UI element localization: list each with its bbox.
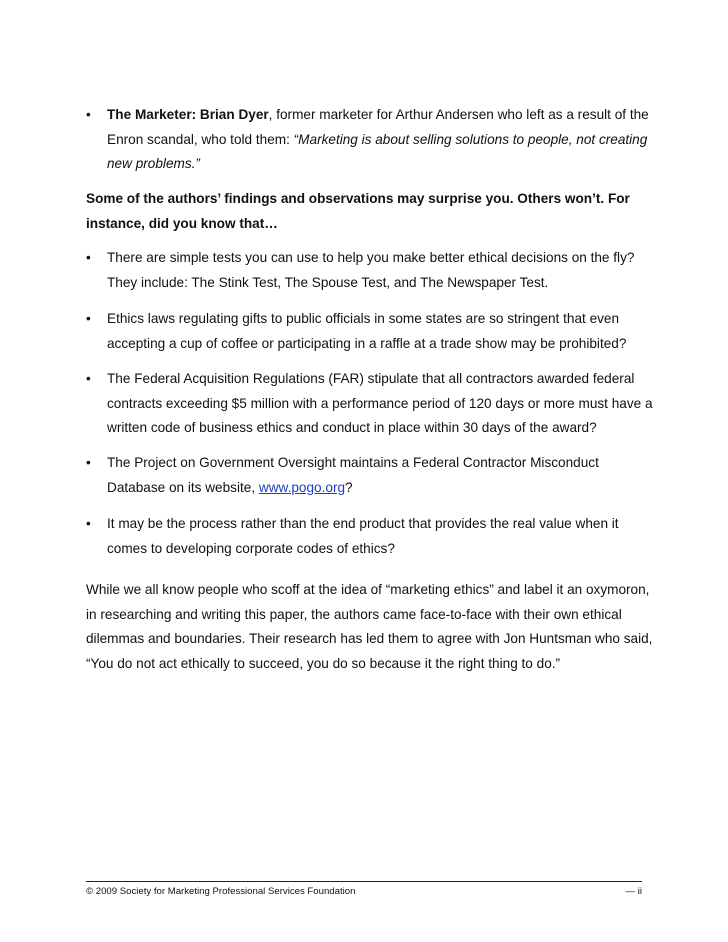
bullet-icon: • <box>86 516 91 531</box>
quote-text: “Marketing is about selling solutions to people, not creating new problems.” <box>107 131 648 171</box>
footer-divider <box>86 881 642 882</box>
list-item-text: There are simple tests you can use to help you make better ethical decisions on the fly? They include: The Stink Test, The Spouse Test, and The Newspaper Test. <box>107 250 635 290</box>
bold-name: The Marketer: Brian Dyer <box>107 107 269 122</box>
findings-intro: Some of the authors’ findings and observations may surprise you. Others won’t. For instance, did you know that… <box>86 191 630 231</box>
page-number: — ii <box>625 886 642 897</box>
pogo-link[interactable]: www.pogo.org <box>258 479 346 495</box>
list-item <box>86 451 658 501</box>
list-item-end: ? <box>345 479 353 495</box>
list-item-body: The Project on Government Oversight maintains a Federal Contractor Misconduct Database on its website, <box>107 455 599 495</box>
footer-copyright: © 2009 Society for Marketing Professional Services Foundation <box>86 886 356 897</box>
bullet-icon: • <box>86 311 91 326</box>
bullet-icon: • <box>86 371 91 386</box>
bullet-brian-dyer <box>86 103 658 177</box>
list-item <box>86 512 658 562</box>
list-item-text: It may be the process rather than the end product that provides the real value when it comes to developing corporate codes of ethics? <box>107 516 619 556</box>
bullet-body: , former marketer for Arthur Andersen who left as a result of the Enron scandal, who told them: <box>107 107 649 147</box>
list-item <box>86 307 658 357</box>
list-item-text: Ethics laws regulating gifts to public officials in some states are so stringent that even accepting a cup of coffee or participating in a raffle at a trade show may be prohibited? <box>107 311 627 351</box>
bullet-icon: • <box>86 107 91 122</box>
list-item-text: The Federal Acquisition Regulations (FAR) stipulate that all contractors awarded federal contracts exceeding $5 million with a performance period of 120 days or more must have a written code of business ethics and conduct in place within 30 days of the award? <box>107 371 653 435</box>
list-item <box>86 367 658 441</box>
list-item <box>86 246 658 296</box>
bullet-icon: • <box>86 455 91 470</box>
bullet-icon: • <box>86 250 91 265</box>
closing-paragraph: While we all know people who scoff at the idea of “marketing ethics” and label it an oxymoron, in researching and writing this paper, the authors came face-to-face with their own ethical dilemmas and boundaries. Their research has led them to agree with Jon Huntsman who said, “You do not act ethically to succeed, you do so because it the right thing to do.” <box>86 582 653 671</box>
bullet-text <box>107 103 658 177</box>
list-item-text <box>107 451 658 500</box>
